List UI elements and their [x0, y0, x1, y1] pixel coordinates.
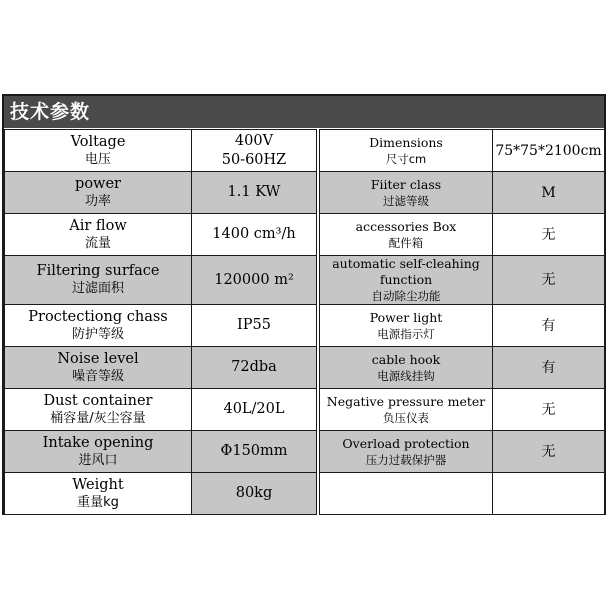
param-name-zh: 电源指示灯: [377, 326, 435, 341]
param-name-en: Fiiter class: [370, 176, 442, 192]
param-value-cell: [493, 347, 605, 389]
param-name-en: Filtering surface: [36, 263, 160, 279]
param-value: 400V: [234, 132, 274, 149]
param-name-zh: 自动除尘功能: [371, 289, 441, 303]
param-name-cell: [320, 389, 493, 431]
param-name-zh: 尺寸cm: [385, 151, 427, 166]
param-name-zh: 过滤等级: [383, 193, 429, 208]
param-value: 无: [541, 226, 556, 243]
param-value-cell: [493, 172, 605, 214]
param-value-cell: [192, 305, 317, 347]
param-value: Φ150mm: [220, 443, 288, 459]
param-value-cell: [493, 130, 605, 172]
param-value: 无: [541, 401, 556, 418]
param-value-line2: 50-60HZ: [221, 151, 287, 168]
param-name-cell: [320, 256, 493, 305]
param-name-en: Voltage: [70, 133, 126, 150]
spec-row-power: [5, 172, 605, 214]
param-name-en: Weight: [72, 476, 124, 493]
param-value: 40L/20L: [223, 401, 285, 417]
param-value: 无: [541, 272, 556, 288]
spec-title: 技术参数: [4, 96, 604, 128]
param-name-en: Dimensions: [369, 134, 443, 150]
param-value-cell: [192, 347, 317, 389]
param-name-zh: 配件箱: [388, 235, 424, 250]
param-value: 75*75*2100cm: [495, 142, 602, 159]
param-value-cell: [192, 256, 317, 305]
param-value-cell: [493, 389, 605, 431]
param-value: IP55: [237, 317, 271, 333]
param-name-en: Negative pressure meter: [326, 393, 486, 409]
param-value-cell: [493, 214, 605, 256]
param-name-zh: 流量: [84, 235, 111, 251]
spec-row-voltage: [5, 130, 605, 172]
param-value: 120000 m²: [214, 271, 294, 288]
spec-row-protection-class: [5, 305, 605, 347]
spec-row-dust-container: [5, 389, 605, 431]
param-name-en-line2: function: [379, 272, 433, 287]
param-name-zh: 电压: [84, 151, 111, 167]
spec-row-intake-opening: [5, 431, 605, 473]
empty-cell: [320, 473, 493, 515]
param-name-cell: [320, 305, 493, 347]
spec-row-air-flow: [5, 214, 605, 256]
spec-row-noise-level: [5, 347, 605, 389]
param-name-zh: 电源线挂钩: [377, 368, 435, 383]
param-name-en: Noise level: [57, 350, 139, 367]
param-name-zh: 功率: [84, 193, 111, 209]
param-value: 无: [541, 443, 556, 460]
param-name-zh: 防护等级: [71, 326, 124, 342]
param-name-cell: [5, 389, 192, 431]
param-value-cell: [493, 305, 605, 347]
param-name-en: power: [75, 175, 121, 192]
param-name-en: Air flow: [69, 217, 127, 234]
param-name-en: cable hook: [371, 351, 441, 367]
param-value: 72dba: [231, 359, 277, 375]
param-name-cell: [320, 172, 493, 214]
param-name-zh: 负压仪表: [383, 410, 429, 425]
param-name-cell: [5, 473, 192, 515]
param-value-cell: [493, 256, 605, 305]
param-name-cell: [5, 256, 192, 305]
param-name-en: accessories Box: [355, 218, 457, 234]
param-value-cell: [192, 172, 317, 214]
param-value-cell: [192, 473, 317, 515]
param-name-cell: [5, 130, 192, 172]
param-name-cell: [320, 431, 493, 473]
empty-cell: [493, 473, 605, 515]
param-value-cell: [493, 431, 605, 473]
param-name-en: Power light: [369, 309, 443, 325]
spec-sheet: [2, 94, 606, 515]
param-name-zh: 噪音等级: [71, 368, 124, 384]
param-name-zh: 压力过载保护器: [365, 452, 447, 467]
param-value: 80kg: [235, 485, 273, 501]
param-value: 有: [541, 359, 556, 376]
param-value: M: [541, 184, 556, 201]
spec-table: [4, 129, 605, 515]
param-name-cell: [320, 214, 493, 256]
param-name-cell: [320, 347, 493, 389]
param-name-zh: 进风口: [78, 452, 118, 468]
param-name-en: automatic self-cleahing: [332, 256, 480, 271]
param-value: 1.1 KW: [227, 184, 281, 200]
param-name-en: Overload protection: [342, 435, 470, 451]
param-name-cell: [5, 431, 192, 473]
param-name-cell: [5, 172, 192, 214]
param-name-zh: 桶容量/灰尘容量: [50, 410, 146, 426]
param-value-cell: [192, 389, 317, 431]
param-name-en: Intake opening: [42, 434, 154, 451]
param-name-en: Proctectiong chass: [28, 308, 168, 325]
param-name-cell: [5, 305, 192, 347]
spec-row-filtering-surface: [5, 256, 605, 305]
param-value: 有: [541, 317, 556, 334]
param-value: 1400 cm³/h: [212, 226, 296, 242]
param-name-zh: 重量kg: [77, 494, 119, 510]
param-value-cell: [192, 214, 317, 256]
param-name-cell: [5, 347, 192, 389]
param-name-zh: 过滤面积: [71, 281, 124, 296]
spec-row-weight: [5, 473, 605, 515]
param-name-cell: [320, 130, 493, 172]
param-name-en: Dust container: [43, 392, 153, 409]
param-value-cell: [192, 130, 317, 172]
param-value-cell: [192, 431, 317, 473]
param-name-cell: [5, 214, 192, 256]
